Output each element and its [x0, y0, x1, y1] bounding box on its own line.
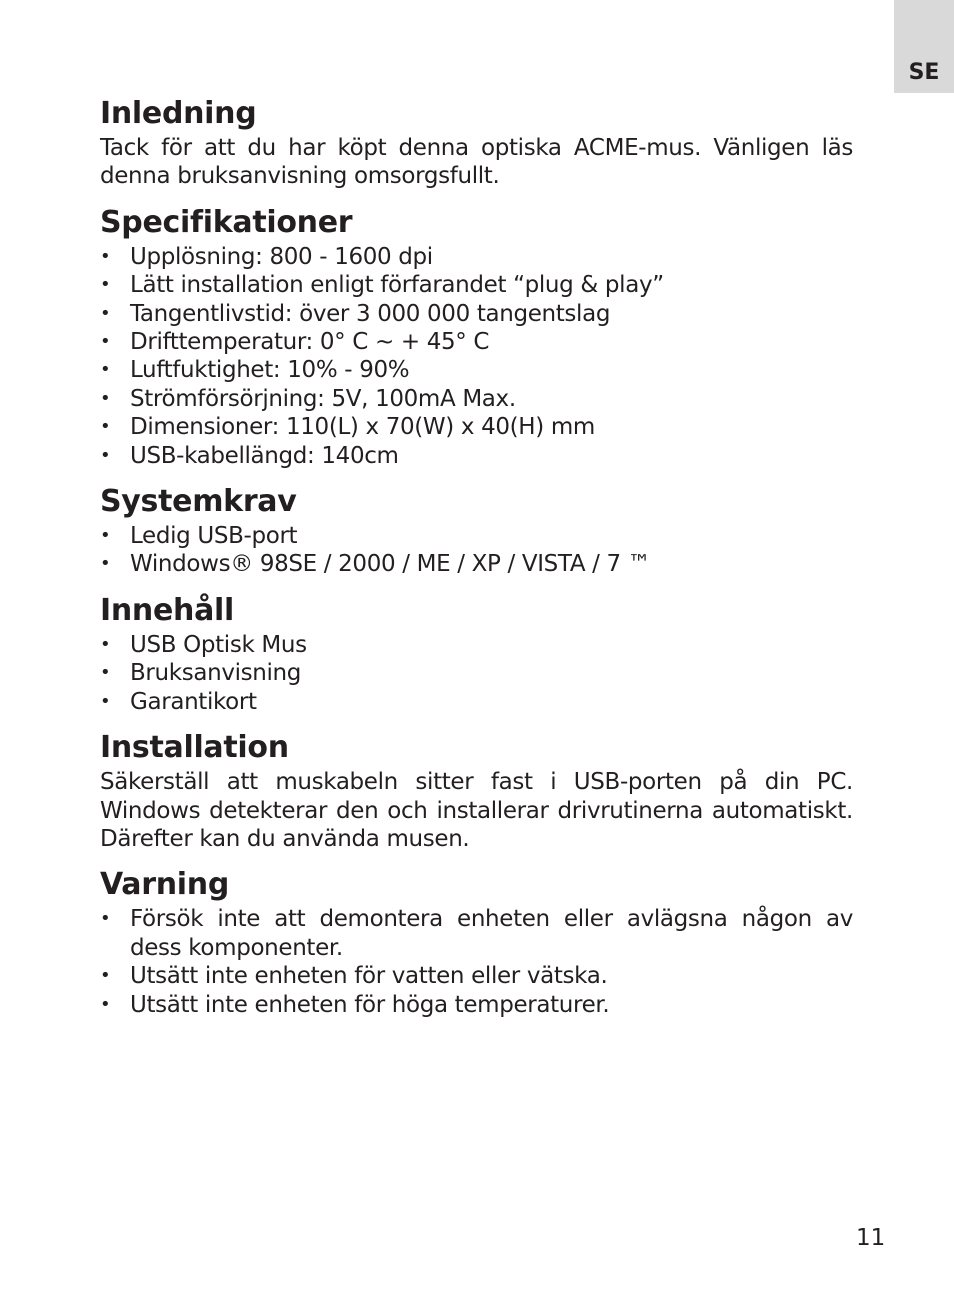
list-item-text: Ledig USB-port — [130, 523, 298, 550]
list-item — [100, 385, 853, 413]
list-item — [100, 962, 853, 990]
bullet-icon: • — [100, 690, 111, 712]
list-item-text: Garantikort — [130, 688, 257, 715]
language-tab — [894, 0, 954, 93]
heading-systemkrav: Systemkrav — [100, 484, 297, 520]
list-item — [100, 328, 853, 356]
list-item-text: Luftfuktighet: 10% - 90% — [130, 357, 410, 384]
bullet-icon: • — [100, 359, 111, 381]
bullet-icon: • — [100, 245, 111, 267]
list-item — [100, 243, 853, 271]
list-item-text: Drifttemperatur: 0° C ~ + 45° C — [130, 329, 490, 356]
paragraph-inledning: Tack för att du har köpt denna optiska ACME-mus. Vänligen läs denna bruksanvisning omsorgsfullt. — [100, 135, 853, 190]
list-item — [100, 356, 853, 384]
bullet-icon: • — [100, 274, 111, 296]
list-item — [100, 631, 853, 659]
list-item — [100, 300, 853, 328]
list-item — [100, 688, 853, 716]
list-systemkrav — [100, 522, 853, 579]
list-item — [100, 991, 853, 1019]
bullet-icon: • — [100, 553, 111, 575]
list-item-text: Försök inte att demontera enheten eller avlägsna någon av dess komponenter. — [130, 906, 853, 961]
heading-specifikationer: Specifikationer — [100, 204, 353, 240]
list-item-text: Dimensioner: 110(L) x 70(W) x 40(H) mm — [130, 414, 595, 441]
bullet-icon: • — [100, 387, 111, 409]
list-item-text: Strömförsörjning: 5V, 100mA Max. — [130, 385, 516, 412]
bullet-icon: • — [100, 993, 111, 1015]
heading-innehall: Innehåll — [100, 592, 234, 628]
list-varning — [100, 905, 853, 1019]
list-item — [100, 442, 853, 470]
list-item-text: USB Optisk Mus — [130, 631, 307, 658]
list-item-text: Lätt installation enligt förfarandet “plug & play” — [130, 272, 664, 299]
bullet-icon: • — [100, 908, 111, 930]
list-item-text: Windows® 98SE / 2000 / ME / XP / VISTA / 7 ™ — [130, 551, 651, 578]
bullet-icon: • — [100, 662, 111, 684]
list-item — [100, 659, 853, 687]
list-item-text: Upplösning: 800 - 1600 dpi — [130, 243, 433, 270]
list-item — [100, 522, 853, 550]
heading-installation: Installation — [100, 730, 289, 766]
language-code: SE — [908, 60, 940, 85]
list-innehall — [100, 631, 853, 716]
list-item-text: Bruksanvisning — [130, 660, 302, 687]
list-item-text: USB-kabellängd: 140cm — [130, 442, 399, 469]
heading-varning: Varning — [100, 867, 229, 903]
bullet-icon: • — [100, 331, 111, 353]
list-item-text: Utsätt inte enheten för vatten eller vätska. — [130, 963, 608, 990]
list-specifikationer — [100, 243, 853, 470]
page-content — [100, 94, 853, 1031]
bullet-icon: • — [100, 444, 111, 466]
list-item — [100, 413, 853, 441]
bullet-icon: • — [100, 633, 111, 655]
list-item — [100, 550, 853, 578]
list-item — [100, 271, 853, 299]
bullet-icon: • — [100, 525, 111, 547]
list-item — [100, 905, 853, 962]
list-item-text: Tangentlivstid: över 3 000 000 tangentslag — [130, 300, 611, 327]
paragraph-installation: Säkerställ att muskabeln sitter fast i USB-porten på din PC. Windows detekterar den och installerar drivrutinerna automatiskt. Därefter kan du använda musen. — [100, 769, 853, 852]
bullet-icon: • — [100, 965, 111, 987]
page-number: 11 — [856, 1225, 886, 1251]
bullet-icon: • — [100, 416, 111, 438]
list-item-text: Utsätt inte enheten för höga temperaturer. — [130, 991, 610, 1018]
heading-inledning: Inledning — [100, 96, 257, 131]
bullet-icon: • — [100, 302, 111, 324]
